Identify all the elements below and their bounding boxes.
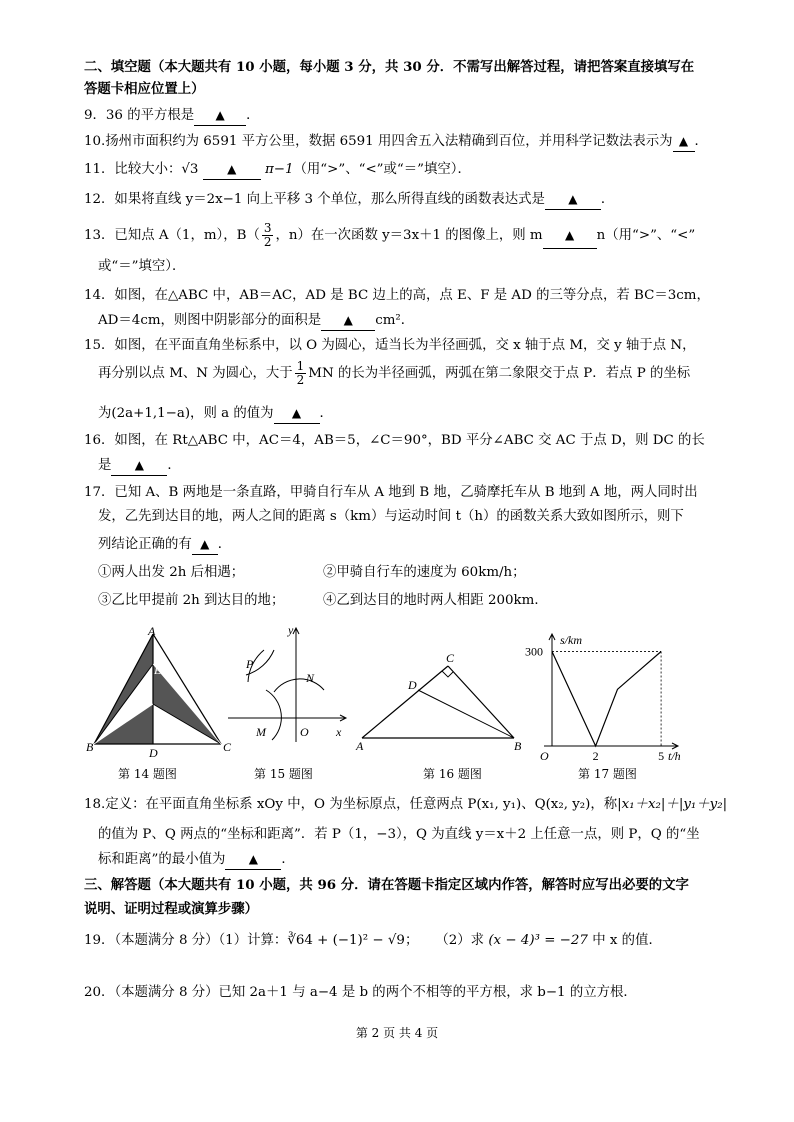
- figure-16: [352, 640, 532, 758]
- section2-heading-line1: 二、填空题（本大题共有 10 小题，每小题 3 分，共 30 分．不需写出解答过程，请把答案直接填写在: [84, 59, 695, 75]
- figure-16-caption: 第 16 题图: [423, 767, 482, 781]
- label-C: C: [223, 740, 232, 754]
- x-axis-label: t/h: [668, 749, 681, 763]
- question-16-line2: 是 ▲ ．: [98, 456, 181, 476]
- question-17-line1: 17．已知 A、B 两地是一条直路，甲骑自行车从 A 地到 B 地，乙骑摩托车从 B 地到 A 地，两人同时出: [84, 485, 698, 500]
- label-x: x: [336, 725, 342, 739]
- label-O: O: [300, 725, 309, 739]
- question-15-line1: 15．如图，在平面直角坐标系中，以 O 为圆心，适当长为半径画弧，交 x 轴于点 M，交 y 轴于点 N，: [84, 338, 696, 353]
- label-N: N: [306, 671, 315, 685]
- figure-17-caption: 第 17 题图: [578, 767, 637, 781]
- x-tick-2: 2: [592, 749, 599, 763]
- label-D: D: [149, 746, 158, 760]
- section3-heading-line2: 说明、证明过程或演算步骤）: [84, 901, 259, 917]
- figure-17-chart: [524, 630, 690, 764]
- label-B: B: [514, 739, 522, 753]
- answer-blank: ▲: [274, 404, 320, 424]
- figure-14-caption: 第 14 题图: [118, 767, 177, 781]
- answer-blank: ▲: [321, 311, 375, 331]
- y-tick-300: 300: [525, 644, 543, 659]
- question-15-line3: 为(2a+1,1−a)，则 a 的值为 ▲ ．: [98, 404, 333, 424]
- question-18-line2: 的值为 P、Q 两点的“坐标和距离”．若 P（1，−3），Q 为直线 y＝x＋2 上任意一点，则 P，Q 的“坐: [98, 827, 700, 842]
- question-11: 11．比较大小：√3 ▲ π−1（用“>”、“<”或“＝”填空）．: [84, 160, 471, 180]
- label-F: F: [141, 697, 149, 711]
- question-18-line3: 标和距离”的最小值为 ▲ ．: [98, 850, 295, 870]
- origin-label: O: [540, 749, 549, 763]
- question-12: 12．如果将直线 y＝2x−1 向上平移 3 个单位，那么所得直线的函数表达式是 ▲ ．: [84, 190, 614, 210]
- expression-2: (x − 4)³ = −27: [488, 933, 588, 948]
- label-E: E: [154, 663, 162, 677]
- expression-1: ∛64 + (−1)² − √9: [287, 933, 405, 948]
- question-15-line2: 再分别以点 M、N 为圆心，大于 $\frac{1}{2}$ MN 的长为半径画弧，两弧在第二象限交于点 P．若点 P 的坐标: [98, 359, 691, 387]
- page-footer: 第 2 页 共 4 页: [355, 1026, 439, 1040]
- answer-blank: ▲: [192, 535, 218, 555]
- label-A: A: [356, 739, 364, 753]
- fraction-1-2: $\frac{1}{2}$: [296, 359, 305, 387]
- answer-blank: ▲: [673, 132, 695, 152]
- question-18-line1: 18.定义：在平面直角坐标系 xOy 中，O 为坐标原点，任意两点 P(x₁, y₁)、Q(x₂, y₂)，称|x₁＋x₂|＋|y₁＋y₂|: [84, 797, 728, 812]
- label-C: C: [446, 651, 455, 665]
- question-19: 19．（本题满分 8 分）（1）计算：∛64 + (−1)² − √9； （2）求 (x − 4)³ = −27 中 x 的值．: [84, 933, 662, 948]
- label-P: P: [246, 657, 254, 671]
- question-14-line1: 14．如图，在△ABC 中，AB＝AC，AD 是 BC 边上的高，点 E、F 是 AD 的三等分点，若 BC＝3cm，: [84, 288, 710, 303]
- figure-15: [224, 620, 354, 745]
- question-20: 20．（本题满分 8 分）已知 2a＋1 与 a−4 是 b 的两个不相等的平方根，求 b−1 的立方根．: [84, 985, 637, 1000]
- answer-blank: ▲: [194, 106, 246, 126]
- label-M: M: [256, 725, 266, 739]
- question-13-line2: 或“＝”填空）．: [98, 259, 186, 274]
- label-y: y: [288, 623, 294, 637]
- figure-14: [84, 624, 232, 764]
- question-14-line2: AD＝4cm，则图中阴影部分的面积是 ▲ cm²．: [98, 311, 414, 331]
- label-D: D: [408, 678, 417, 692]
- question-17-option-3: ③乙比甲提前 2h 到达目的地；: [98, 593, 285, 608]
- label-B: B: [86, 740, 94, 754]
- answer-blank: ▲: [111, 456, 167, 476]
- question-17-line2: 发，乙先到达目的地，两人之间的距离 s（km）与运动时间 t（h）的函数关系大致如图所示，则下: [98, 509, 684, 524]
- answer-blank: ▲: [543, 223, 597, 249]
- question-17-option-1: ①两人出发 2h 后相遇；: [98, 565, 245, 580]
- question-17-option-4: ④乙到达目的地时两人相距 200km．: [323, 593, 548, 608]
- fraction-3-2: $\frac{3}{2}$: [263, 221, 272, 249]
- question-9: 9．36 的平方根是 ▲ ．: [84, 106, 260, 126]
- answer-blank: ▲: [225, 850, 281, 870]
- section2-heading-line2: 答题卡相应位置上）: [84, 81, 205, 97]
- question-17-line3: 列结论正确的有 ▲ ．: [98, 535, 231, 555]
- section3-heading-line1: 三、解答题（本大题共有 10 小题，共 96 分．请在答题卡指定区域内作答，解答时应写出必要的文字: [84, 877, 689, 893]
- x-tick-5: 5: [658, 749, 665, 763]
- question-13: 13．已知点 A（1，m），B（ $\frac{3}{2}$ ，n）在一次函数 y＝3x＋1 的图像上，则 m ▲ n（用“>”、“<”: [84, 221, 696, 249]
- answer-blank: ▲: [545, 190, 601, 210]
- figure-15-caption: 第 15 题图: [254, 767, 313, 781]
- answer-blank: ▲: [203, 160, 261, 180]
- label-A: A: [148, 624, 156, 638]
- coordinate-sum-formula: |x₁＋x₂|＋|y₁＋y₂|: [617, 797, 728, 812]
- question-10: 10.扬州市面积约为 6591 平方公里，数据 6591 用四舍五入法精确到百位，并用科学记数法表示为 ▲ ．: [84, 132, 708, 152]
- question-17-option-2: ②甲骑自行车的速度为 60km/h；: [323, 565, 526, 580]
- question-16-line1: 16．如图，在 Rt△ABC 中，AC＝4，AB＝5，∠C＝90°，BD 平分∠ABC 交 AC 于点 D，则 DC 的长: [84, 433, 705, 448]
- y-axis-label: s/km: [560, 633, 582, 647]
- distance-series-line: [552, 652, 661, 747]
